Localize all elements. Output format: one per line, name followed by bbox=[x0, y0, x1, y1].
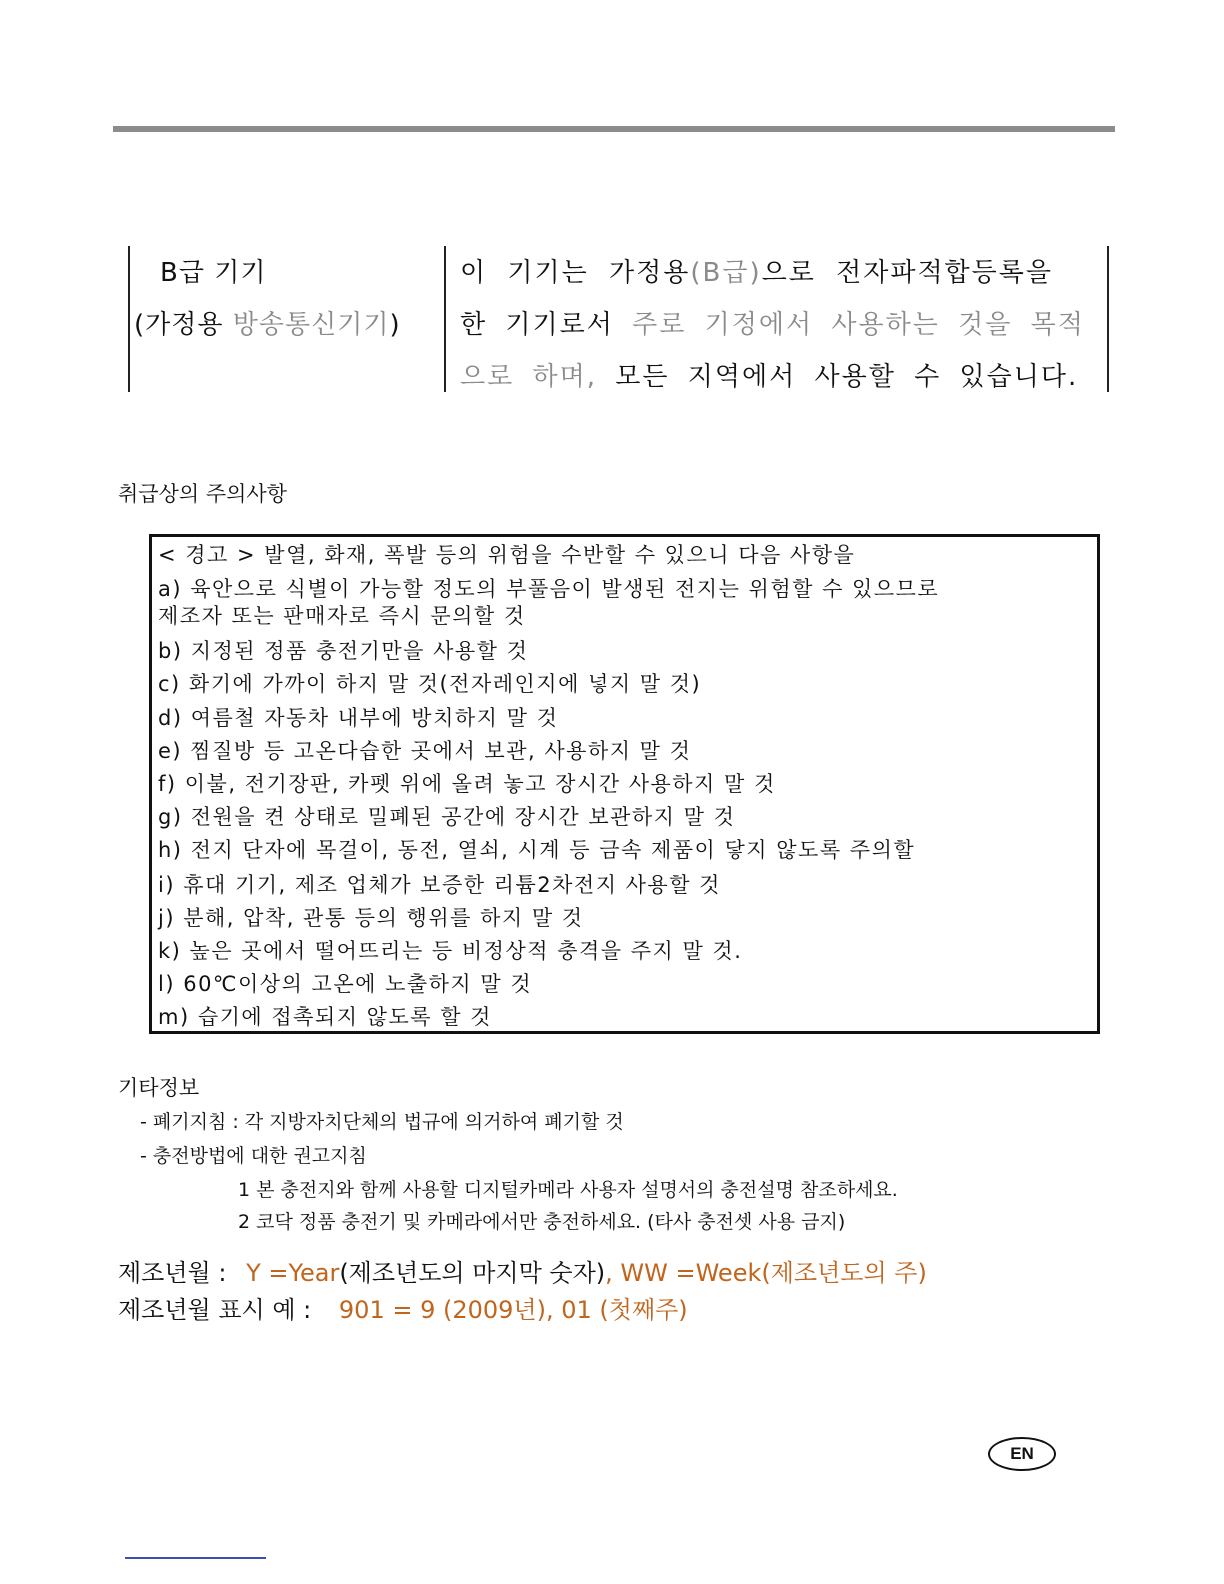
warning-line: d) 여름철 자동차 내부에 방치하지 말 것 bbox=[158, 706, 559, 730]
warning-line: h) 전지 단자에 목걸이, 동전, 열쇠, 시계 등 금속 제품이 닿지 않도록 주의할 bbox=[158, 838, 916, 862]
footer-link-underline bbox=[125, 1557, 266, 1559]
warning-line: g) 전원을 켠 상태로 밀폐된 공간에 장시간 보관하지 말 것 bbox=[158, 805, 736, 829]
charging-guideline-1: 1 본 충전지와 함께 사용할 디지털카메라 사용자 설명서의 충전설명 참조하세요. bbox=[238, 1179, 898, 1201]
language-badge: EN bbox=[988, 1437, 1056, 1471]
warning-line: l) 60℃이상의 고온에 노출하지 말 것 bbox=[158, 972, 533, 996]
other-info-title: 기타정보 bbox=[118, 1076, 200, 1100]
warning-line: m) 습기에 접촉되지 않도록 할 것 bbox=[158, 1005, 492, 1029]
class-b-description-line-2: 한 기기로서 주로 기정에서 사용하는 것을 목적 bbox=[460, 310, 1085, 340]
warning-line: e) 찜질방 등 고온다습한 곳에서 보관, 사용하지 말 것 bbox=[158, 739, 692, 763]
warning-line: k) 높은 곳에서 떨어뜨리는 등 비정상적 충격을 주지 말 것. bbox=[158, 939, 743, 963]
handling-precautions-title: 취급상의 주의사항 bbox=[118, 482, 287, 506]
warning-line: i) 휴대 기기, 제조 업체가 보증한 리튬2차전지 사용할 것 bbox=[158, 873, 721, 897]
charging-guideline-2: 2 코닥 정품 충전기 및 카메라에서만 충전하세요. (타사 충전셋 사용 금지) bbox=[238, 1211, 846, 1233]
header-rule bbox=[113, 126, 1115, 132]
warning-line: c) 화기에 가까이 하지 말 것(전자레인지에 넣지 말 것) bbox=[158, 672, 702, 696]
manufacture-date-example: 제조년월 표시 예 : 901 = 9 (2009년), 01 (첫째주) bbox=[118, 1296, 688, 1324]
charging-guideline-title: - 충전방법에 대한 권고지침 bbox=[140, 1145, 367, 1167]
manufacture-date-format: 제조년월 : Y =Year(제조년도의 마지막 숫자), WW =Week(제조년도의 주) bbox=[118, 1259, 927, 1287]
class-b-device-table bbox=[128, 246, 1109, 392]
class-b-description-line-1: 이 기기는 가정용(B급)으로 전자파적합등록을 bbox=[460, 258, 1054, 288]
battery-warning-box bbox=[149, 534, 1100, 1034]
table-column-divider bbox=[444, 246, 446, 392]
warning-line: 제조자 또는 판매자로 즉시 문의할 것 bbox=[158, 604, 526, 628]
disposal-guideline: - 폐기지침 : 각 지방자치단체의 법규에 의거하여 폐기할 것 bbox=[140, 1111, 624, 1133]
warning-line: j) 분해, 압착, 관통 등의 행위를 하지 말 것 bbox=[158, 906, 584, 930]
warning-line: < 경고 > 발열, 화재, 폭발 등의 위험을 수반할 수 있으니 다음 사항을 bbox=[158, 543, 856, 567]
class-b-label: B급 기기 bbox=[160, 258, 267, 288]
warning-line: b) 지정된 정품 충전기만을 사용할 것 bbox=[158, 639, 529, 663]
class-b-description-cell bbox=[460, 246, 1100, 392]
warning-line: a) 육안으로 식별이 가능할 정도의 부풀음이 발생된 전지는 위험할 수 있으므로 bbox=[158, 577, 940, 601]
warning-line: f) 이불, 전기장판, 카펫 위에 올려 놓고 장시간 사용하지 말 것 bbox=[158, 772, 776, 796]
class-b-sublabel: (가정용 방송통신기기) bbox=[134, 310, 401, 340]
class-b-description-line-3: 으로 하며, 모든 지역에서 사용할 수 있습니다. bbox=[460, 362, 1079, 392]
class-b-label-cell bbox=[130, 246, 444, 392]
